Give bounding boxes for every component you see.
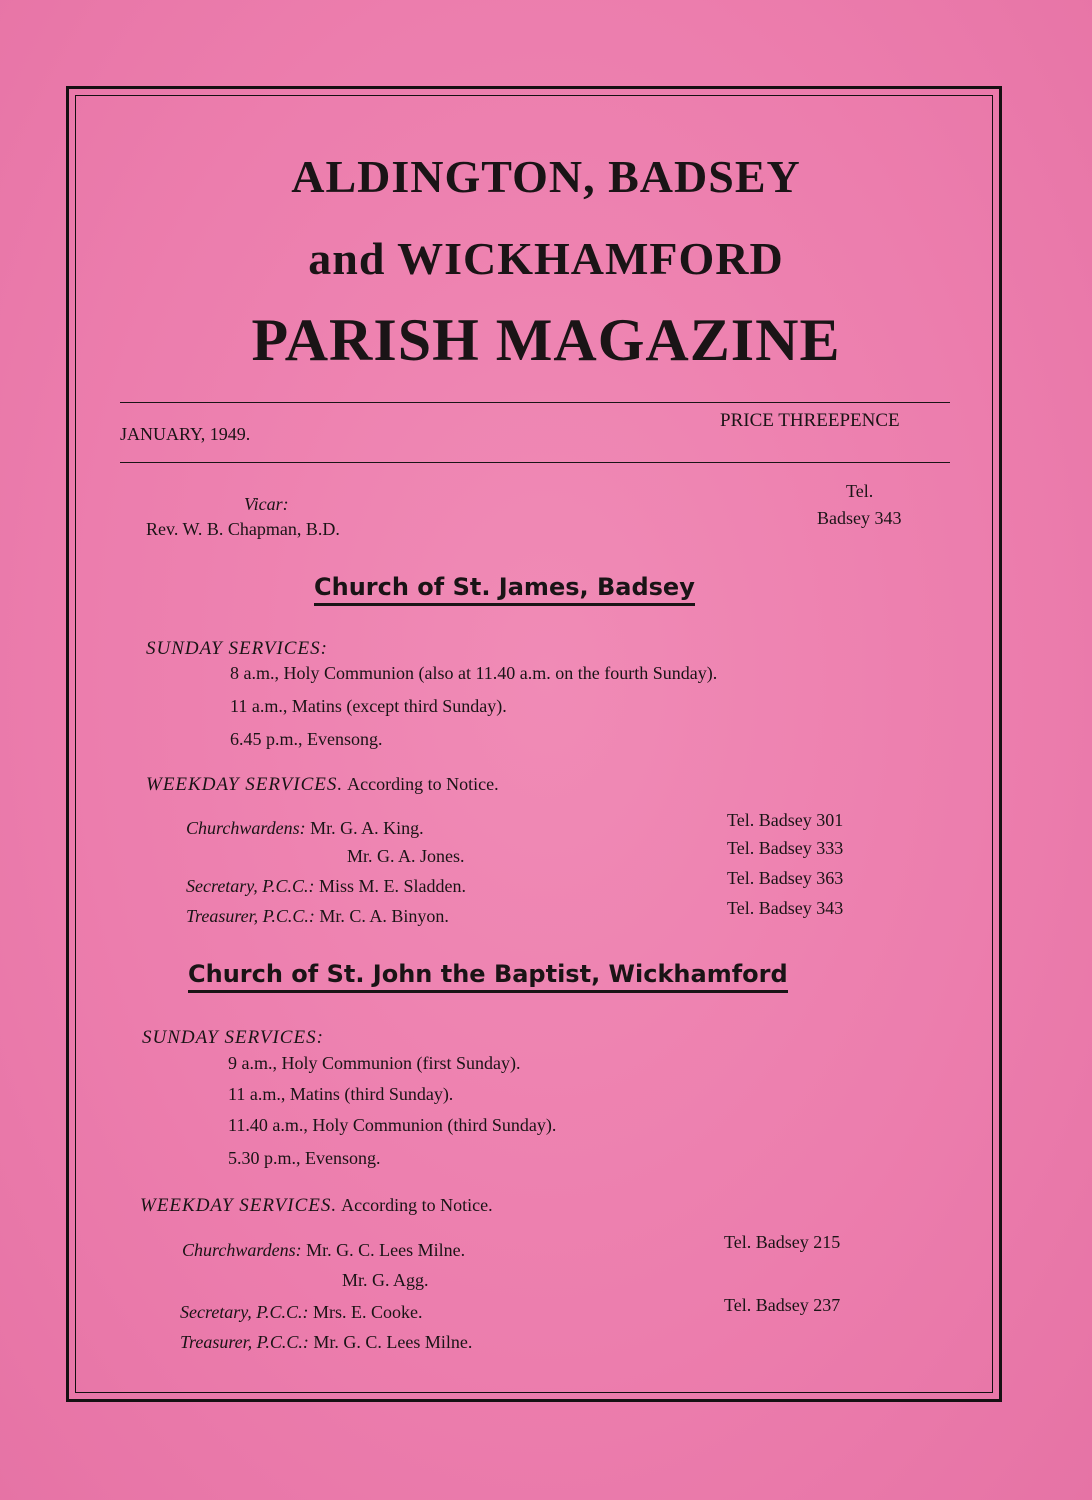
wickhamford-church-heading: Church of St. John the Baptist, Wickhamford bbox=[188, 960, 788, 993]
badsey-sunday-service: 11 a.m., Matins (except third Sunday). bbox=[230, 696, 507, 716]
wickhamford-sunday-service: 9 a.m., Holy Communion (first Sunday). bbox=[228, 1053, 521, 1073]
wickhamford-sunday-service: 11.40 a.m., Holy Communion (third Sunday). bbox=[228, 1115, 557, 1135]
badsey-sunday-service: 6.45 p.m., Evensong. bbox=[230, 729, 383, 749]
badsey-officer-row bbox=[186, 876, 466, 897]
title-line-1: ALDINGTON, BADSEY bbox=[291, 151, 801, 202]
wickhamford-weekday-label: WEEKDAY SERVICES. bbox=[140, 1195, 338, 1216]
officer-tel: Tel. Badsey 363 bbox=[727, 868, 844, 888]
officer-role: Treasurer, P.C.C.: bbox=[180, 1332, 309, 1352]
officer-tel: Tel. Badsey 301 bbox=[727, 810, 844, 830]
officer-name: Miss M. E. Sladden. bbox=[319, 876, 467, 896]
vicar-label: Vicar: bbox=[244, 494, 289, 514]
header-rule-bottom bbox=[120, 462, 950, 463]
badsey-sunday-label: SUNDAY SERVICES: bbox=[146, 638, 328, 659]
wickhamford-sunday-service: 11 a.m., Matins (third Sunday). bbox=[228, 1084, 454, 1104]
officer-role: Treasurer, P.C.C.: bbox=[186, 906, 315, 926]
badsey-officer-row bbox=[186, 818, 424, 839]
badsey-weekday-line bbox=[146, 774, 499, 796]
wickhamford-weekday-text: According to Notice. bbox=[341, 1195, 493, 1215]
badsey-weekday-text: According to Notice. bbox=[347, 774, 499, 794]
officer-role: Secretary, P.C.C.: bbox=[186, 876, 315, 896]
header-rule-top bbox=[120, 402, 950, 403]
wickhamford-officer-row bbox=[342, 1270, 429, 1291]
wickhamford-officer-row bbox=[180, 1332, 472, 1353]
title-line-3: PARISH MAGAZINE bbox=[251, 307, 841, 373]
wickhamford-sunday-label: SUNDAY SERVICES: bbox=[142, 1027, 324, 1048]
issue-date: JANUARY, 1949. bbox=[120, 424, 251, 444]
badsey-weekday-label: WEEKDAY SERVICES. bbox=[146, 774, 344, 795]
vicar-tel-label: Tel. bbox=[846, 481, 874, 501]
officer-tel: Tel. Badsey 215 bbox=[724, 1232, 841, 1252]
wickhamford-weekday-line bbox=[140, 1195, 493, 1217]
badsey-church-heading: Church of St. James, Badsey bbox=[314, 573, 695, 606]
officer-name: Mr. G. A. King. bbox=[310, 818, 424, 838]
officer-name: Mrs. E. Cooke. bbox=[313, 1302, 423, 1322]
badsey-officer-row bbox=[347, 846, 465, 867]
officer-name: Mr. G. C. Lees Milne. bbox=[306, 1240, 466, 1260]
badsey-sunday-service: 8 a.m., Holy Communion (also at 11.40 a.m. on the fourth Sunday). bbox=[230, 663, 718, 683]
officer-role: Churchwardens: bbox=[182, 1240, 302, 1260]
vicar-tel-number: Badsey 343 bbox=[817, 508, 902, 528]
officer-name: Mr. C. A. Binyon. bbox=[319, 906, 449, 926]
wickhamford-officer-row bbox=[180, 1302, 423, 1323]
wickhamford-officer-row bbox=[182, 1240, 465, 1261]
officer-tel: Tel. Badsey 343 bbox=[727, 898, 844, 918]
vicar-name: Rev. W. B. Chapman, B.D. bbox=[146, 519, 340, 539]
wickhamford-sunday-service: 5.30 p.m., Evensong. bbox=[228, 1148, 381, 1168]
officer-role: Secretary, P.C.C.: bbox=[180, 1302, 309, 1322]
officer-tel: Tel. Badsey 333 bbox=[727, 838, 844, 858]
title-line-2: and WICKHAMFORD bbox=[308, 233, 784, 284]
officer-name: Mr. G. A. Jones. bbox=[347, 846, 465, 866]
badsey-officer-row bbox=[186, 906, 449, 927]
officer-tel: Tel. Badsey 237 bbox=[724, 1295, 841, 1315]
issue-price: PRICE THREEPENCE bbox=[720, 410, 900, 431]
officer-name: Mr. G. Agg. bbox=[342, 1270, 429, 1290]
officer-role: Churchwardens: bbox=[186, 818, 306, 838]
officer-name: Mr. G. C. Lees Milne. bbox=[313, 1332, 473, 1352]
